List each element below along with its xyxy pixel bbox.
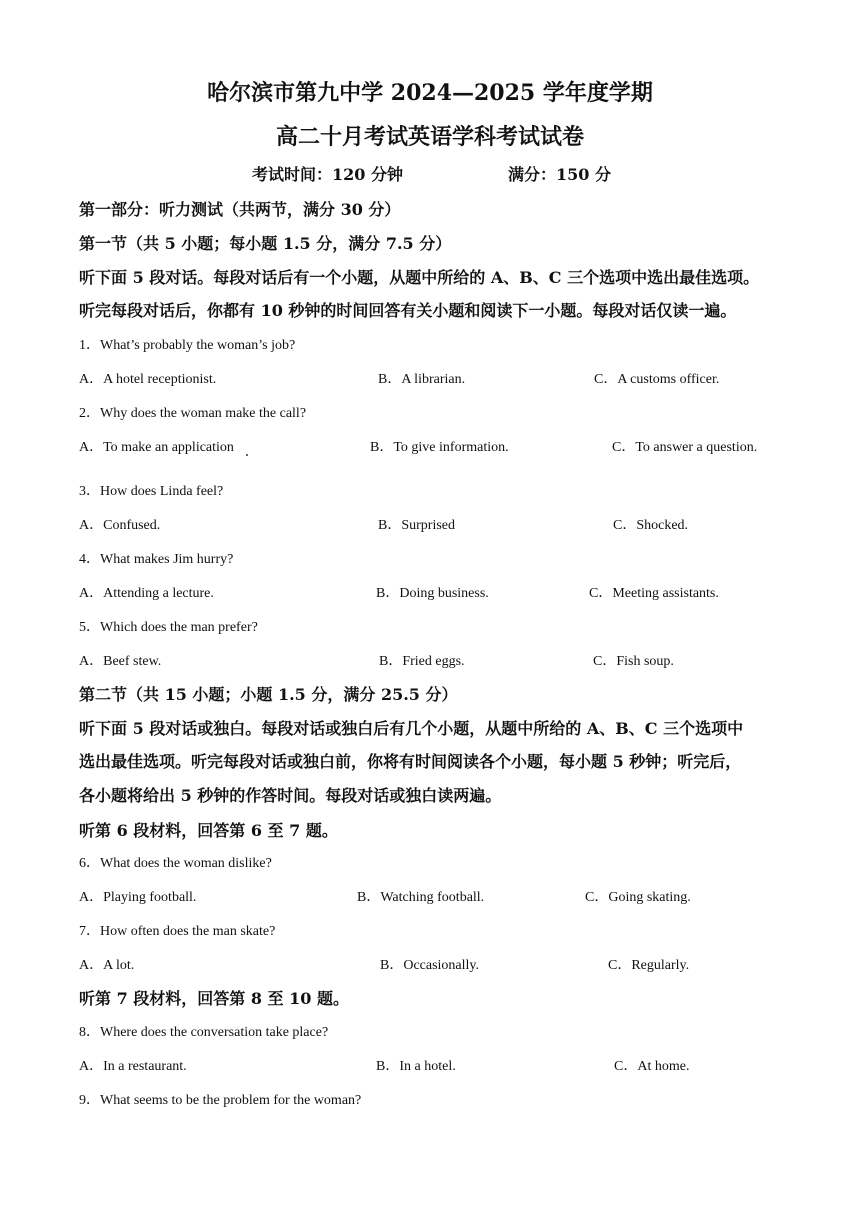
option-7c: C．Regularly. (608, 958, 690, 973)
section1-heading: 第一节（共 5 小题；每小题 1.5 分，满分 7.5 分） (79, 234, 452, 253)
question-7: 7．How often does the man skate? (79, 924, 276, 939)
option-3a: A．Confused. (79, 518, 161, 533)
option-1a: A．A hotel receptionist. (79, 372, 217, 387)
material-7-heading: 听第 7 段材料，回答第 8 至 10 题。 (79, 989, 349, 1008)
exam-title: 哈尔滨市第九中学 2024—2025 学年度学期 (207, 80, 653, 106)
option-8a: A．In a restaurant. (79, 1059, 187, 1074)
option-1c: C．A customs officer. (594, 372, 720, 387)
section2-instructions-3: 各小题将给出 5 秒钟的作答时间。每段对话或独白读两遍。 (79, 786, 502, 805)
exam-subtitle: 高二十月考试英语学科考试试卷 (275, 124, 584, 150)
section2-instructions-1: 听下面 5 段对话或独白。每段对话或独白后有几个小题，从题中所给的 A、B、C 三个选项中 (79, 719, 744, 738)
option-7a: A．A lot. (79, 958, 135, 973)
option-2b: B．To give information. (370, 440, 509, 455)
option-5a: A．Beef stew. (79, 654, 162, 669)
question-6: 6．What does the woman dislike? (79, 856, 272, 871)
exam-score: 满分：150 分 (508, 165, 611, 184)
question-1: 1．What’s probably the woman’s job? (79, 338, 296, 353)
option-2c: C．To answer a question. (612, 440, 758, 455)
section1-instructions-1: 听下面 5 段对话。每段对话后有一个小题，从题中所给的 A、B、C 三个选项中选出最佳选项。 (79, 268, 760, 287)
option-4c: C．Meeting assistants. (589, 586, 719, 601)
option-8c: C．At home. (614, 1059, 690, 1074)
option-6a: A．Playing football. (79, 890, 197, 905)
option-5c: C．Fish soup. (593, 654, 674, 669)
section1-instructions-2: 听完每段对话后，你都有 10 秒钟的时间回答有关小题和阅读下一小题。每段对话仅读一遍。 (79, 301, 737, 320)
option-1b: B．A librarian. (378, 372, 466, 387)
section2-heading: 第二节（共 15 小题；小题 1.5 分，满分 25.5 分） (79, 685, 458, 704)
option-2a: A．To make an application (79, 440, 234, 455)
option-3b: B．Surprised (378, 518, 455, 533)
material-6-heading: 听第 6 段材料，回答第 6 至 7 题。 (79, 821, 338, 840)
question-5: 5．Which does the man prefer? (79, 620, 258, 635)
question-3: 3．How does Linda feel? (79, 484, 224, 499)
question-8: 8．Where does the conversation take place? (79, 1025, 329, 1040)
option-4a: A．Attending a lecture. (79, 586, 214, 601)
option-7b: B．Occasionally. (380, 958, 480, 973)
question-2: 2．Why does the woman make the call? (79, 406, 307, 421)
option-4b: B．Doing business. (376, 586, 489, 601)
option-8b: B．In a hotel. (376, 1059, 456, 1074)
option-6c: C．Going skating. (585, 890, 691, 905)
stray-dot (246, 454, 248, 456)
question-4: 4．What makes Jim hurry? (79, 552, 234, 567)
section2-instructions-2: 选出最佳选项。听完每段对话或独白前，你将有时间阅读各个小题，每小题 5 秒钟；听完后， (79, 752, 742, 771)
exam-time: 考试时间：120 分钟 (252, 165, 403, 184)
question-9: 9．What seems to be the problem for the woman? (79, 1093, 362, 1108)
part1-heading: 第一部分：听力测试（共两节，满分 30 分） (79, 200, 401, 219)
option-6b: B．Watching football. (357, 890, 485, 905)
option-5b: B．Fried eggs. (379, 654, 465, 669)
option-3c: C．Shocked. (613, 518, 689, 533)
